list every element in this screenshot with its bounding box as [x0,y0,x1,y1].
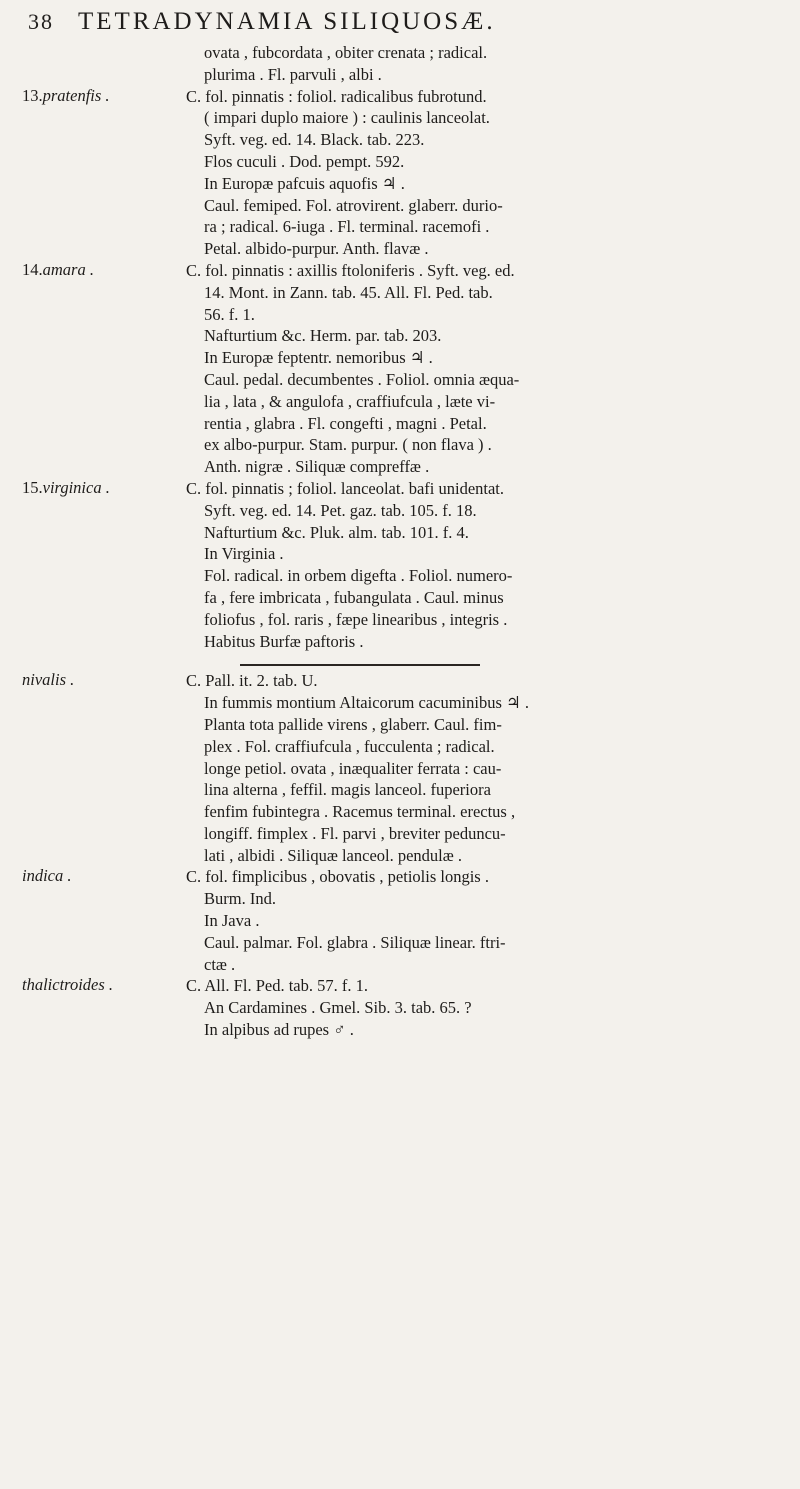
section-rule [240,664,480,666]
description-line: Caul. palmar. Fol. glabra . Siliquæ linear. ftri- [204,932,506,952]
running-header [28,8,768,44]
species-name [22,86,172,106]
species-name [22,866,172,886]
description-line: Caul. femiped. Fol. atrovirent. glaberr. durio- [204,195,503,215]
description-line: fa , fere imbricata , fubangulata . Caul. minus [204,587,504,607]
description-line: Flos cuculi . Dod. pempt. 592. [204,151,405,171]
species-entry [0,670,800,866]
page-number: 38 [28,9,54,34]
species-entry [0,478,800,652]
description-line: plex . Fol. craffiufcula , fucculenta ; radical. [204,736,495,756]
description-line: Syft. veg. ed. 14. Black. tab. 223. [204,130,425,150]
description-line: Planta tota pallide virens , glaberr. Caul. fim- [204,714,502,734]
description-line: In fummis montium Altaicorum cacuminibus ♃ . [204,693,530,713]
description-line: In Europæ pafcuis aquofis ♃ . [204,173,405,193]
description-line: Caul. pedal. decumbentes . Foliol. omnia æqua- [204,369,520,389]
description-line: Nafturtium &c. Pluk. alm. tab. 101. f. 4. [204,522,469,542]
species-entry [0,86,800,260]
description-line: C. All. Fl. Ped. tab. 57. f. 1. [186,976,368,996]
description-line: ex albo-purpur. Stam. purpur. ( non flava ) . [204,435,492,455]
species-number: 14. [22,259,43,279]
description-line: An Cardamines . Gmel. Sib. 3. tab. 65. ? [204,998,472,1018]
description-line: Petal. albido-purpur. Anth. flavæ . [204,239,429,259]
species-epithet: thalictroides . [22,975,114,995]
description-line: lia , lata , & angulofa , craffiufcula , læte vi- [204,391,496,411]
species-epithet: virginica . [42,477,110,497]
description-line: In Europæ feptentr. nemoribus ♃ . [204,348,433,368]
species-entry [0,975,800,1040]
description-line: Anth. nigræ . Siliquæ compreffæ . [204,457,430,477]
species-name [22,478,172,498]
description-line: C. fol. pinnatis ; foliol. lanceolat. bafi unidentat. [186,478,505,498]
species-entries [0,42,800,1041]
description-line: rentia , glabra . Fl. congefti , magni . Petal. [204,413,487,433]
description-line: C. Pall. it. 2. tab. U. [186,671,318,691]
description-line: ctæ . [204,954,236,974]
description-line: foliofus , fol. raris , fæpe linearibus , integris . [204,609,508,629]
running-title: TETRADYNAMIA SILIQUOSÆ. [78,8,496,35]
description-line: ovata , fubcordata , obiter crenata ; radical. [204,43,488,62]
description-line: Syft. veg. ed. 14. Pet. gaz. tab. 105. f. 18. [204,500,477,520]
species-entry [0,42,800,86]
species-epithet: pratenfis . [42,85,110,105]
species-entry [0,866,800,975]
description-line: lati , albidi . Siliquæ lanceol. pendulæ . [204,845,463,865]
species-name [22,260,172,280]
species-name [22,670,172,690]
species-epithet: nivalis . [22,670,75,690]
description-line: ra ; radical. 6-iuga . Fl. terminal. racemofi . [204,217,490,237]
species-number: 13. [22,85,43,105]
species-entry [0,260,800,478]
description-line: 14. Mont. in Zann. tab. 45. All. Fl. Ped. tab. [204,282,493,302]
description-line: ( impari duplo maiore ) : caulinis lanceolat. [204,108,490,128]
species-epithet: indica . [22,866,72,886]
description-line: In Java . [204,911,260,931]
description-line: 56. f. 1. [204,304,255,324]
description-line: plurima . Fl. parvuli , albi . [204,64,382,84]
description-line: longiff. fimplex . Fl. parvi , breviter peduncu- [204,823,506,843]
description-line: lina alterna , feffil. magis lanceol. fuperiora [204,780,491,800]
description-line: longe petiol. ovata , inæqualiter ferrata : cau- [204,758,502,778]
description-line: Habitus Burfæ paftoris . [204,631,364,651]
description-line: fenfim fubintegra . Racemus terminal. erectus , [204,802,516,822]
description-line: Nafturtium &c. Herm. par. tab. 203. [204,326,442,346]
species-name [22,975,172,995]
species-number: 15. [22,477,43,497]
description-line: C. fol. fimplicibus , obovatis , petiolis longis . [186,867,489,887]
species-epithet: amara . [42,259,94,279]
description-line: In Virginia . [204,544,284,564]
description-line: C. fol. pinnatis : foliol. radicalibus fubrotund. [186,86,487,106]
description-line: In alpibus ad rupes ♂ . [204,1020,354,1040]
description-line: Fol. radical. in orbem digefta . Foliol. numero- [204,566,513,586]
description-line: Burm. Ind. [204,889,276,909]
description-line: C. fol. pinnatis : axillis ftoloniferis . Syft. veg. ed. [186,260,515,280]
